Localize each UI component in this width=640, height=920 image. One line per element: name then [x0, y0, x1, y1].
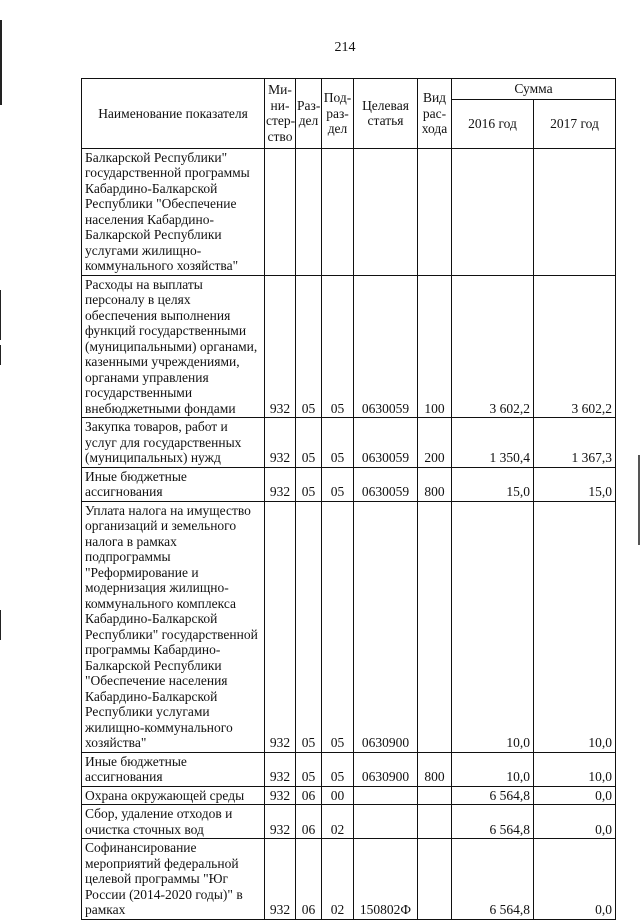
row-subsection — [322, 148, 354, 275]
row-subsection: 05 — [322, 418, 354, 468]
table-row — [82, 839, 616, 920]
row-target: 0630059 — [354, 418, 418, 468]
header-sum: Сумма — [452, 79, 616, 100]
row-subsection: 05 — [322, 501, 354, 752]
header-subsection: Под-раз-дел — [322, 79, 354, 149]
row-type — [418, 839, 452, 920]
row-target — [354, 805, 418, 839]
row-target: 0630900 — [354, 501, 418, 752]
row-subsection: 00 — [322, 786, 354, 805]
row-section — [296, 148, 322, 275]
row-type: 800 — [418, 467, 452, 501]
row-sum-2017: 0,0 — [534, 786, 616, 805]
row-section: 05 — [296, 275, 322, 418]
row-ministry: 932 — [265, 501, 296, 752]
margin-mark — [0, 20, 2, 105]
row-type: 800 — [418, 752, 452, 786]
row-sum-2016: 10,0 — [452, 752, 534, 786]
row-name: Иные бюджетные ассигнования — [82, 467, 265, 501]
row-ministry — [265, 148, 296, 275]
budget-table — [81, 78, 616, 920]
row-type: 200 — [418, 418, 452, 468]
row-sum-2017: 3 602,2 — [534, 275, 616, 418]
row-target — [354, 148, 418, 275]
row-target: 0630900 — [354, 752, 418, 786]
row-sum-2016: 10,0 — [452, 501, 534, 752]
row-sum-2017: 10,0 — [534, 752, 616, 786]
row-subsection: 02 — [322, 805, 354, 839]
row-sum-2017: 15,0 — [534, 467, 616, 501]
row-type — [418, 786, 452, 805]
header-expense-type: Вид рас-хода — [418, 79, 452, 149]
table-row — [82, 418, 616, 468]
row-ministry: 932 — [265, 752, 296, 786]
row-type — [418, 148, 452, 275]
table-row — [82, 148, 616, 275]
row-name: Балкарской Республики" государственной программы Кабардино-Балкарской Республики "Обеспечение населения Кабардино-Балкарской Республики услугами жилищно-коммунального хозяйства" — [82, 148, 265, 275]
row-name: Закупка товаров, работ и услуг для государственных (муниципальных) нужд — [82, 418, 265, 468]
row-sum-2016: 6 564,8 — [452, 805, 534, 839]
row-type — [418, 805, 452, 839]
table-row — [82, 805, 616, 839]
row-section: 06 — [296, 805, 322, 839]
row-sum-2016: 3 602,2 — [452, 275, 534, 418]
table-row — [82, 786, 616, 805]
table-header-row — [82, 79, 616, 100]
page-number: 214 — [334, 40, 356, 55]
row-type — [418, 501, 452, 752]
row-ministry: 932 — [265, 786, 296, 805]
margin-mark — [0, 345, 1, 365]
header-name: Наименование показателя — [82, 79, 265, 149]
row-type: 100 — [418, 275, 452, 418]
row-ministry: 932 — [265, 805, 296, 839]
header-year-2016: 2016 год — [452, 99, 534, 148]
row-sum-2017 — [534, 148, 616, 275]
row-subsection: 05 — [322, 275, 354, 418]
table-row — [82, 467, 616, 501]
row-sum-2017: 0,0 — [534, 839, 616, 920]
row-ministry: 932 — [265, 467, 296, 501]
row-section: 05 — [296, 467, 322, 501]
row-sum-2016: 6 564,8 — [452, 786, 534, 805]
margin-mark — [0, 290, 1, 340]
row-sum-2016: 1 350,4 — [452, 418, 534, 468]
row-sum-2016: 15,0 — [452, 467, 534, 501]
row-name: Софинансирование мероприятий федеральной целевой программы "Юг России (2014-2020 годы)" в рамках — [82, 839, 265, 920]
row-section: 05 — [296, 501, 322, 752]
row-sum-2017: 1 367,3 — [534, 418, 616, 468]
row-name: Охрана окружающей среды — [82, 786, 265, 805]
table-row — [82, 752, 616, 786]
row-section: 05 — [296, 752, 322, 786]
row-section: 06 — [296, 839, 322, 920]
row-name: Расходы на выплаты персоналу в целях обеспечения выполнения функций государственными (муниципальными) органами, казенными учреждениями, органами управления государственными внебюджетными фондами — [82, 275, 265, 418]
row-ministry: 932 — [265, 839, 296, 920]
row-name: Сбор, удаление отходов и очистка сточных вод — [82, 805, 265, 839]
row-section: 06 — [296, 786, 322, 805]
table-row — [82, 275, 616, 418]
row-ministry: 932 — [265, 418, 296, 468]
header-year-2017: 2017 год — [534, 99, 616, 148]
table-row — [82, 501, 616, 752]
row-subsection: 05 — [322, 752, 354, 786]
header-ministry: Ми-ни-стер-ство — [265, 79, 296, 149]
row-name: Уплата налога на имущество организаций и земельного налога в рамках подпрограммы "Реформирование и модернизация жилищно-коммунального комплекса Кабардино-Балкарской Республики" государственной программы Кабардино-Балкарской Республики "Обеспечение населения Кабардино-Балкарской Республики услугами жилищно-коммунального хозяйства" — [82, 501, 265, 752]
row-ministry: 932 — [265, 275, 296, 418]
row-name: Иные бюджетные ассигнования — [82, 752, 265, 786]
row-sum-2016 — [452, 148, 534, 275]
row-sum-2016: 6 564,8 — [452, 839, 534, 920]
row-target: 0630059 — [354, 275, 418, 418]
row-target: 0630059 — [354, 467, 418, 501]
header-section: Раз-дел — [296, 79, 322, 149]
row-subsection: 02 — [322, 839, 354, 920]
row-sum-2017: 10,0 — [534, 501, 616, 752]
margin-mark — [0, 610, 1, 640]
row-target — [354, 786, 418, 805]
row-target: 150802Ф — [354, 839, 418, 920]
row-sum-2017: 0,0 — [534, 805, 616, 839]
row-subsection: 05 — [322, 467, 354, 501]
header-target-item: Целевая статья — [354, 79, 418, 149]
row-section: 05 — [296, 418, 322, 468]
